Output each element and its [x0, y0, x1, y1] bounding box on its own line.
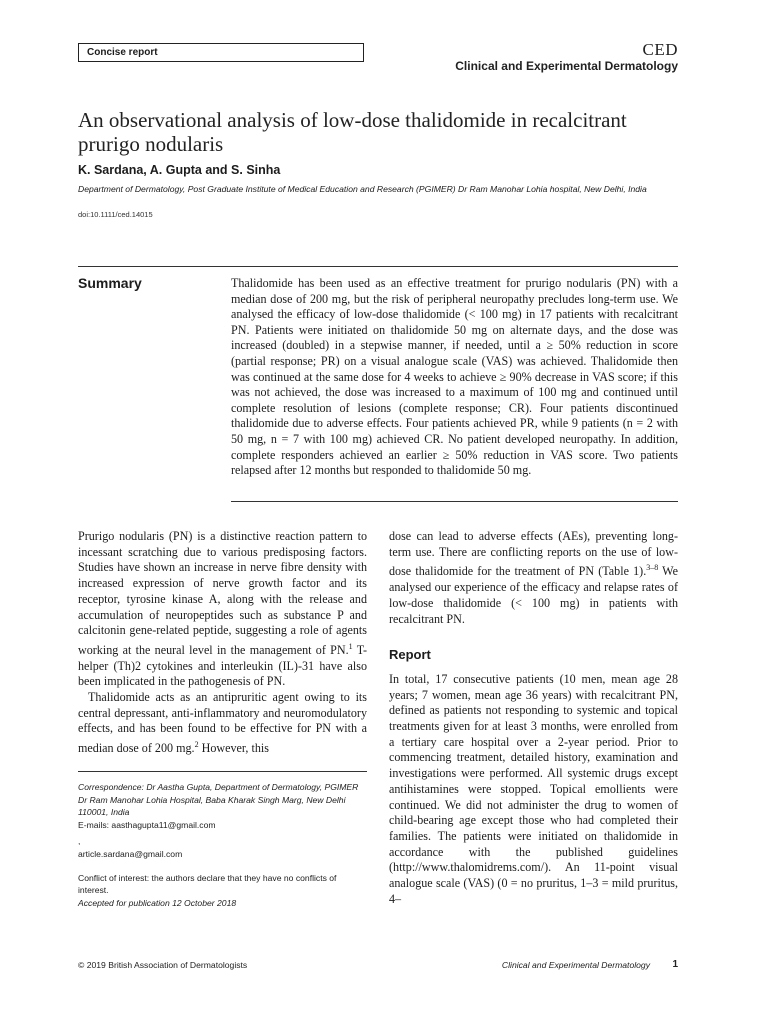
intro-paragraph-2	[78, 690, 367, 757]
ref-2: 2	[194, 740, 199, 750]
intro-p3-text: dose can lead to adverse effects (AEs), preventing long-term use. There are conflicting reports on the use of low-dose thalidomide for the treatment of PN (Table 1).	[389, 529, 678, 579]
article-doi: doi:10.1111/ced.14015	[78, 210, 153, 219]
footer-copyright: © 2019 British Association of Dermatologists	[78, 960, 248, 970]
correspondence-address: Correspondence: Dr Aastha Gupta, Department of Dermatology, PGIMER Dr Ram Manohar Lohia Hospital, Baba Kharak Singh Marg, New Delhi 110001, India	[78, 782, 359, 818]
body-left-column	[78, 529, 367, 757]
body-right-column	[389, 529, 678, 908]
accepted-date: Accepted for publication 12 October 2018	[78, 898, 237, 908]
ref-1: 1	[348, 641, 353, 651]
correspondence-email-2: article.sardana@gmail.com	[78, 848, 183, 859]
journal-abbrev: CED	[642, 40, 678, 59]
footer-journal: Clinical and Experimental Dermatology	[501, 960, 650, 970]
summary-bottom-rule	[231, 501, 678, 502]
summary-text: Thalidomide has been used as an effective treatment for prurigo nodularis (PN) with a median dose of 200 mg, but the risk of peripheral neuropathy precludes long-term use. We analysed the efficacy of low-dose thalidomide (< 100 mg) in 17 patients with recalcitrant PN. Patients were initiated on thalidomide 50 mg on alternate days, and the dose was increased (doubled) in a stepwise manner, if needed, until a ≥ 50% reduction in score (partial response; PR) on a visual analogue scale (VAS) was achieved. Thalidomide then was continued at the same dose for 4 weeks to achieve ≥ 90% decrease in VAS score; if this was not achieved, the dose was increased to a maximum of 100 mg and continued until complete resolution of lesions (complete response; CR). Four patients discontinued thalidomide due to adverse effects. Four patients achieved PR, while 9 patients (n = 2 with 50 mg, n = 7 with 100 mg) achieved CR. No patient developed neuropathy. In addition, complete responders achieved an earlier ≥ 50% reduction in VAS score. Two patients relapsed after 12 months but responded to thalidomide 50 mg.	[231, 276, 678, 478]
article-authors: K. Sardana, A. Gupta and S. Sinha	[78, 163, 281, 177]
page-number: 1	[672, 959, 678, 970]
intro-p2-tail: However, this	[198, 741, 269, 756]
journal-name: Clinical and Experimental Dermatology	[455, 59, 678, 73]
intro-p1-text: Prurigo nodularis (PN) is a distinctive reaction pattern to incessant scratching due to various predisposing factors. Studies have shown an increase in nerve fibre density with increased expression of nerve growth factor and its receptor, tyrosine kinase A, along with the release and accumulation of neuropeptides such as substance P and calcitonin gene-related peptide, suggesting a role of agents working at the neural level in the management of PN.	[78, 529, 367, 657]
article-affiliation: Department of Dermatology, Post Graduate Institute of Medical Education and Research (PGIMER) Dr Ram Manohar Lohia hospital, New Delhi, India	[78, 184, 647, 194]
correspondence-dot: ,	[78, 836, 81, 847]
correspondence-rule	[78, 771, 367, 772]
intro-p3-tail: We analysed our experience of the efficacy and relapse rates of low-dose thalidomide (< 100 mg) in patients with recalcitrant PN.	[389, 564, 678, 626]
intro-p1-tail: T-helper (Th)2 cytokines and interleukin (IL)-31 have also been implicated in the pathogenesis of PN.	[78, 642, 367, 689]
ref-3-8: 3–8	[646, 563, 659, 573]
report-paragraph-1: In total, 17 consecutive patients (10 men, mean age 28 years; 7 women, mean age 36 years) with recalcitrant PN, defined as patients not responding to systemic and topical treatments given for at least 3 months, were enrolled from a tertiary care hospital over a 2-year period. Prior to commencing treatment, detailed history, examination and investigations were performed. All systemic drugs except antihistamines were stopped. Topical emollients were continued. We did not administer the drug to women of child-bearing age except those who had completed their families. The patients were initiated on thalidomide in accordance with the published guidelines (http://www.thalomidrems.com/). An 11-point visual analogue scale (VAS) (0 = no pruritus, 1–3 = mild pruritus, 4–	[389, 671, 678, 906]
intro-paragraph-3	[389, 529, 678, 627]
conflict-of-interest: Conflict of interest: the authors declare that they have no conflicts of interest.	[78, 872, 337, 896]
correspondence-email-1: E-mails: aasthagupta11@gmail.com	[78, 819, 216, 830]
summary-top-rule	[78, 266, 678, 267]
article-title: An observational analysis of low-dose thalidomide in recalcitrant prurigo nodularis	[78, 108, 627, 156]
report-heading: Report	[389, 647, 431, 663]
section-badge: Concise report	[78, 43, 364, 62]
correspondence-block	[78, 781, 367, 897]
intro-p2-text: Thalidomide acts as an antipruritic agent owing to its central depressant, anti-inflammatory and neuromodulatory effects, and has been found to be effective for PN with a median dose of 200 mg.	[78, 690, 367, 756]
intro-paragraph-1	[78, 529, 367, 690]
summary-heading: Summary	[78, 275, 142, 291]
